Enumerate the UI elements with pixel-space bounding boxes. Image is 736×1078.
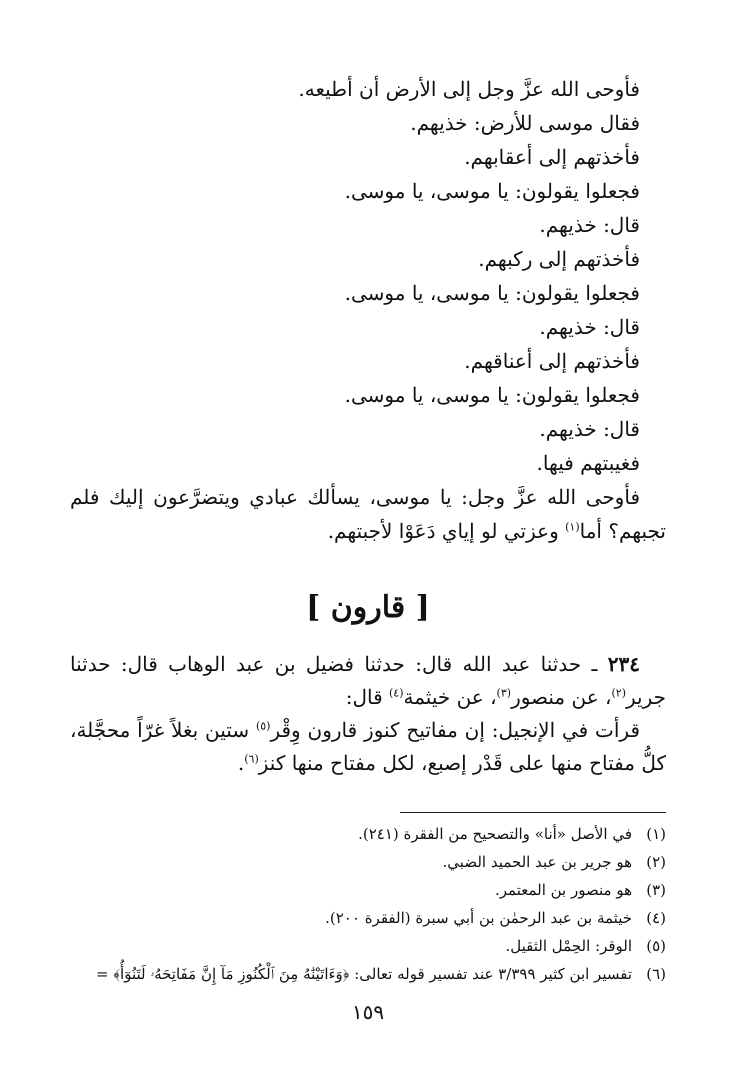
- text-line: قال: خذيهم.: [539, 315, 640, 339]
- footnote-item: [70, 848, 666, 876]
- isnad-text-c: ، عن خيثمة: [403, 685, 497, 709]
- closing-paragraph: [70, 480, 666, 548]
- hadith-234: [70, 648, 666, 780]
- footnote-ref-1: (١): [565, 520, 580, 534]
- footnote-number: (١): [646, 825, 666, 843]
- text-line: فجعلوا يقولون: يا موسى، يا موسى.: [344, 179, 640, 203]
- footnote-ref-4: (٤): [388, 686, 404, 700]
- hadith-matn: [70, 714, 666, 780]
- footnote-number: (٤): [646, 909, 666, 927]
- footnotes: [70, 820, 666, 988]
- closing-text-2: وعزتي لو إياي دَعَوْا لأجبتهم.: [327, 519, 566, 543]
- text-line: فجعلوا يقولون: يا موسى، يا موسى.: [344, 281, 640, 305]
- footnote-ref-3: (٣): [496, 686, 512, 700]
- page-number: ١٥٩: [351, 1000, 385, 1024]
- footnote-separator: [400, 812, 666, 813]
- footnote-text: في الأصل «أنا» والتصحيح من الفقرة (٢٤١).: [358, 825, 632, 843]
- footnote-text: هو جرير بن عبد الحميد الضبي.: [442, 853, 632, 871]
- footnote-item: [70, 876, 666, 904]
- closing-text-1: فأوحى الله عزَّ وجل: يا موسى، يسألك عبادي ويتضرَّعون إليك فلم تجبهم؟ أما: [70, 485, 666, 543]
- footnote-number: (٢): [646, 853, 666, 871]
- isnad-text-a: ـ حدثنا عبد الله قال: حدثنا فضيل بن عبد الوهاب قال: حدثنا جرير: [70, 652, 666, 709]
- footnote-ref-2: (٢): [611, 686, 626, 700]
- hadith-isnad: [70, 648, 666, 714]
- footnote-item: [70, 960, 666, 988]
- footnote-item: [70, 932, 666, 960]
- hadith-number: ٢٣٤: [607, 652, 640, 676]
- text-line: فجعلوا يقولون: يا موسى، يا موسى.: [344, 383, 640, 407]
- isnad-text-d: قال:: [345, 685, 389, 709]
- text-line: قال: خذيهم.: [539, 417, 640, 441]
- matn-text-a: قرأت في الإنجيل: إن مفاتيح كنوز قارون وِقْر: [270, 718, 641, 742]
- text-line: فأخذتهم إلى أعناقهم.: [464, 349, 640, 373]
- text-line: فغيبتهم فيها.: [536, 451, 640, 475]
- text-line: فأخذتهم إلى ركبهم.: [478, 247, 640, 271]
- text-line: فأخذتهم إلى أعقابهم.: [464, 145, 640, 169]
- footnote-item: [70, 820, 666, 848]
- main-text: [70, 72, 666, 548]
- text-line: فأوحى الله عزَّ وجل إلى الأرض أن أطيعه.: [298, 77, 640, 101]
- footnote-number: (٥): [646, 937, 666, 955]
- footnote-text: تفسير ابن كثير ٣/٣٩٩ عند تفسير قوله تعالى: ﴿وَءَاتَيْنَٰهُ مِنَ ٱلْكُنُوزِ مَآ إِنَّ مَفَاتِحَهُۥ لَتَنُوٓأُ﴾ =: [96, 965, 632, 983]
- isnad-text-b: ، عن منصور: [511, 685, 612, 709]
- footnote-item: [70, 904, 666, 932]
- footnote-text: خيثمة بن عبد الرحمٰن بن أبي سبرة (الفقرة ٢٠٠).: [325, 909, 632, 927]
- footnote-text: هو منصور بن المعتمر.: [494, 881, 632, 899]
- footnote-ref-5: (٥): [255, 719, 271, 733]
- matn-text-b: ستين بغلاً غرّاً محجَّلة، كلُّ مفتاح منها على قَدْر إصبع، لكل مفتاح منها كنز: [70, 718, 666, 775]
- footnote-ref-6: (٦): [244, 752, 259, 766]
- footnote-number: (٦): [646, 965, 666, 983]
- section-heading: [ قارون ]: [306, 590, 430, 625]
- text-line: فقال موسى للأرض: خذيهم.: [410, 111, 640, 135]
- matn-text-c: .: [237, 751, 245, 775]
- footnote-number: (٣): [646, 881, 666, 899]
- text-line: قال: خذيهم.: [539, 213, 640, 237]
- footnote-text: الوقر: الحِمْل الثقيل.: [505, 937, 632, 955]
